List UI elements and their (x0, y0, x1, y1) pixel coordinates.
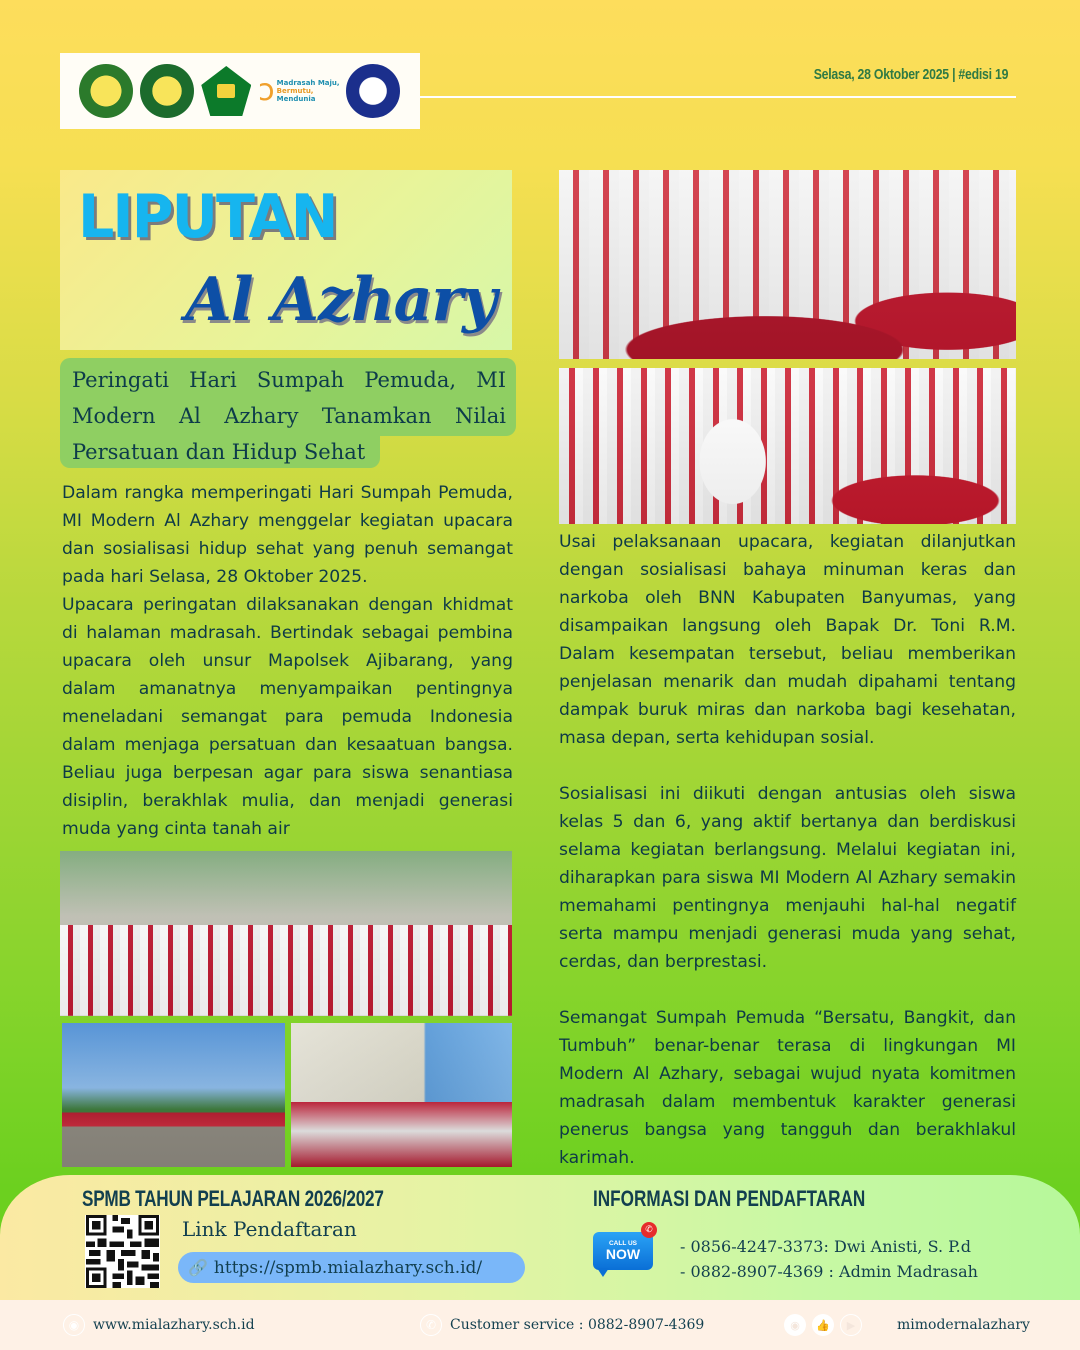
customer-service (420, 1300, 704, 1350)
photo-classroom-socialization (559, 368, 1016, 524)
date-edition (420, 66, 1016, 98)
website-text[interactable]: www.mialazhary.sch.id (93, 1317, 255, 1333)
article-paragraph: Dalam rangka memperingati Hari Sumpah Pemuda, MI Modern Al Azhary menggelar kegiatan upacara dan sosialisasi hidup sehat yang penuh semangat pada hari Selasa, 28 Oktober 2025. (62, 483, 513, 587)
youtube-icon[interactable]: ▶ (840, 1314, 862, 1336)
headline-line: Modern Al Azhary Tanamkan Nilai (72, 404, 506, 428)
instagram-icon[interactable]: ◉ (784, 1314, 806, 1336)
customer-service-text: Customer service : 0882-8907-4369 (450, 1317, 705, 1333)
yayasan-seal-logo (79, 64, 133, 118)
photo-ceremony-yard (62, 1023, 285, 1167)
call-us-now-button[interactable] (593, 1225, 657, 1276)
social-icons (784, 1300, 862, 1350)
date-edition-text: Selasa, 28 Oktober 2025 | #edisi 19 (813, 66, 1008, 83)
article-paragraph: Usai pelaksanaan upacara, kegiatan dilanjutkan dengan sosialisasi bahaya minuman keras dan narkoba oleh BNN Kabupaten Banyumas, yang disampaikan langsung oleh Bapak Dr. Toni R.M. Dalam kesempatan tersebut, beliau memberikan penjelasan menarik dan mudah dipahami tentang dampak buruk miras dan narkoba bagi kesehatan, masa depan, serta kehidupan sosial. (559, 532, 1016, 748)
photo-ceremony-building (291, 1023, 512, 1167)
logo-bar (60, 53, 420, 129)
madrasah-maju-logo (258, 73, 340, 108)
madrasah-logo-line: Mendunia (276, 95, 316, 104)
contact-item[interactable]: - 0882-8907-4369 : Admin Madrasah (680, 1262, 978, 1281)
alazhary-seal-logo (140, 64, 194, 118)
call-us-big-text: NOW (605, 1246, 641, 1263)
bnn-logo (346, 64, 400, 118)
article-left-column (62, 479, 513, 843)
qr-code[interactable] (85, 1215, 160, 1288)
contact-item[interactable]: - 0856-4247-3373: Dwi Anisti, S. P.d (680, 1237, 971, 1256)
phone-icon: ✆ (641, 1222, 657, 1238)
globe-icon: ◉ (63, 1314, 85, 1336)
article-paragraph: Sosialisasi ini diikuti dengan antusias oleh siswa kelas 5 dan 6, yang aktif bertanya dan berdiskusi selama kegiatan berlangsung. Melalui kegiatan ini, diharapkan para siswa MI Modern Al Azhary semakin memahami pentingnya menjauhi hal-hal negatif serta mampu menjadi generasi muda yang sehat, cerdas, dan berprestasi. (559, 784, 1016, 972)
link-label: Link Pendaftaran (182, 1217, 357, 1241)
photo-classroom-group (559, 170, 1016, 359)
phone-icon: ✆ (420, 1314, 442, 1336)
madrasah-logo-line: Bermutu, (276, 86, 314, 95)
headline-line: Peringati Hari Sumpah Pemuda, MI (72, 368, 506, 392)
photo-school-group (60, 851, 512, 1016)
website-link[interactable] (63, 1300, 255, 1350)
spmb-title: SPMB TAHUN PELAJARAN 2026/2027 (82, 1186, 384, 1211)
social-handle[interactable] (897, 1300, 1030, 1350)
social-handle-text[interactable]: mimodernalazhary (897, 1317, 1030, 1333)
call-us-small-text: CALL US (608, 1239, 638, 1247)
article-paragraph: Upacara peringatan dilaksanakan dengan khidmat di halaman madrasah. Bertindak sebagai pembina upacara oleh unsur Mapolsek Ajibarang, yang dalam amanatnya menyampaikan pentingnya meneladani semangat para pemuda Indonesia dalam menjaga persatuan dan kesaatuan bangsa. Beliau juga berpesan agar para siswa senantiasa disiplin, berakhlak mulia, dan menjadi generasi muda yang cinta tanah air (62, 595, 513, 839)
article-right-column (559, 528, 1016, 1172)
madrasah-mark-icon: ɔ (258, 73, 275, 108)
title-liputan: LIPUTAN (78, 182, 337, 252)
facebook-like-icon[interactable]: 👍 (812, 1314, 834, 1336)
link-icon: 🔗 (188, 1258, 208, 1277)
registration-link[interactable] (178, 1252, 525, 1283)
speech-bubble-tail (597, 1268, 609, 1277)
madrasah-logo-line: Madrasah Maju, (276, 78, 340, 87)
bottom-bar (0, 1300, 1080, 1350)
registration-link-url[interactable]: https://spmb.mialazhary.sch.id/ (213, 1257, 483, 1278)
kemenag-logo (201, 66, 251, 116)
info-title: INFORMASI DAN PENDAFTARAN (593, 1186, 866, 1211)
headline (60, 356, 516, 470)
headline-line: Persatuan dan Hidup Sehat (72, 440, 366, 464)
title-box (60, 170, 512, 350)
article-paragraph: Semangat Sumpah Pemuda “Bersatu, Bangkit, dan Tumbuh” benar-benar terasa di lingkungan MI Modern Al Azhary, sebagai wujud nyata komitmen madrasah dalam membentuk karakter generasi penerus bangsa yang tangguh dan berakhlakul karimah. (559, 1008, 1016, 1168)
contact-list (680, 1234, 978, 1284)
title-alazhary: Al Azhary (185, 265, 496, 335)
